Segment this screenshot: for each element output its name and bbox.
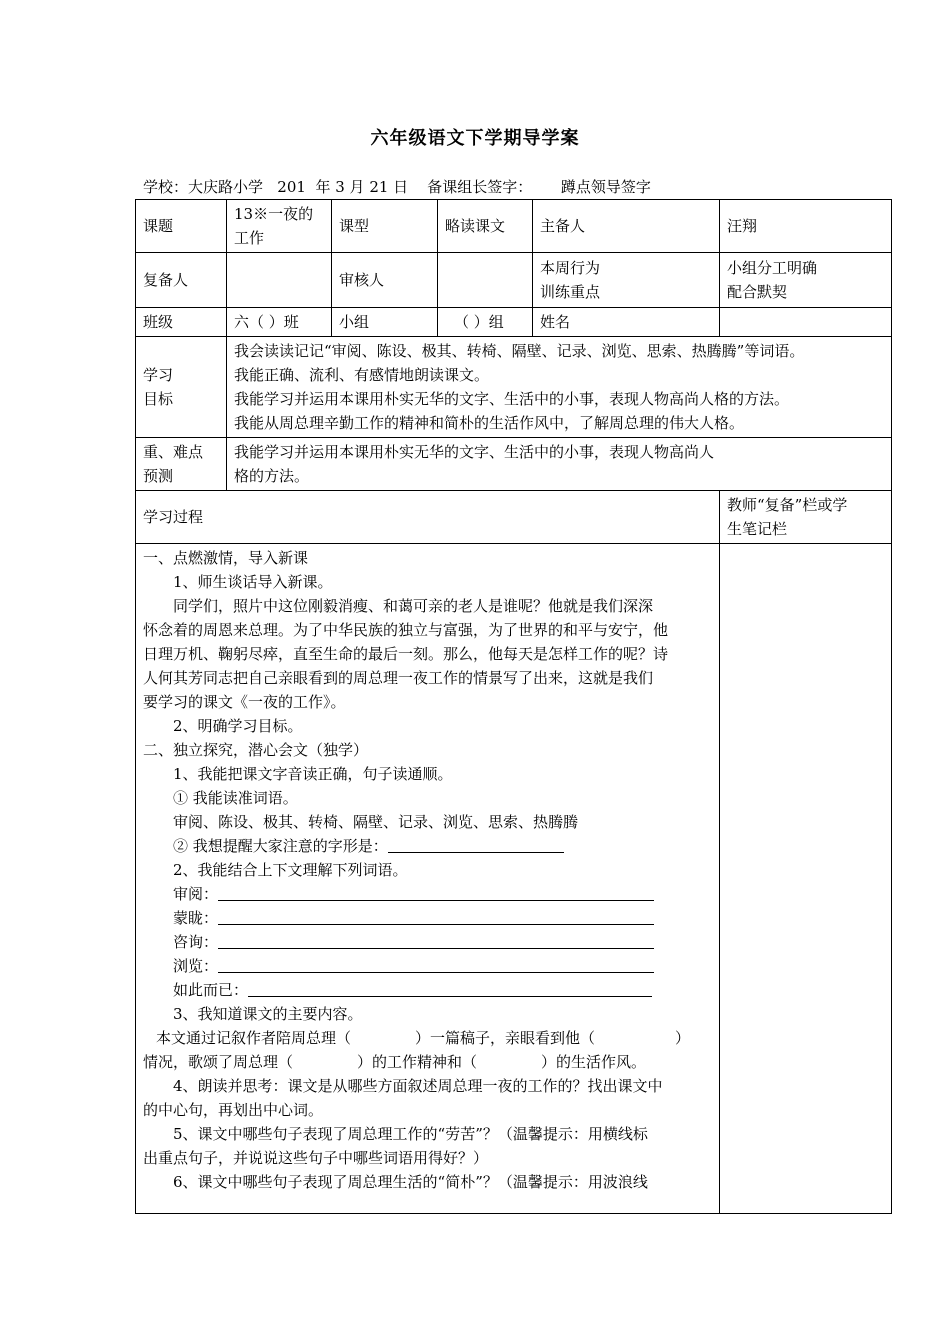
goal-item: 我会读读记记“审阅、陈设、极其、转椅、隔壁、记录、浏览、思索、热腾腾”等词语。 xyxy=(234,342,805,360)
key-points-content xyxy=(227,438,892,491)
goals-label-line: 目标 xyxy=(143,390,174,408)
paragraph-line: 日理万机、鞠躬尽瘁，直至生命的最后一刻。那么，他每天是怎样工作的呢？诗 xyxy=(143,645,669,663)
goals-label-line: 学习 xyxy=(143,366,174,384)
summary-text: ）的工作精神和（ xyxy=(357,1053,478,1071)
goal-item: 我能学习并运用本课用朴实无华的文字、生活中的小事，表现人物高尚人格的方法。 xyxy=(234,390,790,408)
focus-value-line: 配合默契 xyxy=(727,283,788,301)
notes-label-line: 生笔记栏 xyxy=(727,520,788,538)
step-item: 3、我知道课文的主要内容。 xyxy=(173,1005,363,1023)
answer-blank[interactable] xyxy=(388,838,564,853)
vocab-word: 浏览： xyxy=(173,957,219,975)
auditor-value xyxy=(438,253,533,308)
question-line: 的中心句，再划出中心词。 xyxy=(143,1101,324,1119)
preparer-value: 汪翔 xyxy=(720,200,892,253)
question-line: 4、朗读并思考：课文是从哪些方面叙述周总理一夜的工作的？找出课文中 xyxy=(173,1077,663,1095)
question-line: 5、课文中哪些句子表现了周总理工作的“劳苦”？（温馨提示：用横线标 xyxy=(173,1125,648,1143)
type-value: 略读课文 xyxy=(438,200,533,253)
notes-column[interactable] xyxy=(720,544,892,1214)
vocab-row xyxy=(143,930,712,954)
goals-label xyxy=(136,337,227,438)
school-info-line: 学校：大庆路小学 201 年 3 月 21 日 备课组长签字： 蹲点领导签字 xyxy=(143,178,651,196)
sub-step-text: ② 我想提醒大家注意的字形是： xyxy=(173,837,388,855)
topic-value: 13※一夜的工作 xyxy=(227,200,332,253)
table-row xyxy=(136,253,892,308)
paragraph-line: 怀念着的周恩来总理。为了中华民族的独立与富强，为了世界的和平与安宁，他 xyxy=(143,621,669,639)
vocab-word: 如此而已： xyxy=(173,981,249,999)
notes-label xyxy=(720,491,892,544)
section-heading: 二、独立探究，潜心会文（独学） xyxy=(143,741,369,759)
question-line: 出重点句子，并说说这些句子中哪些词语用得好？） xyxy=(143,1149,489,1167)
word-list: 审阅、陈设、极其、转椅、隔壁、记录、浏览、思索、热腾腾 xyxy=(173,813,579,831)
section-heading: 一、点燃激情，导入新课 xyxy=(143,549,309,567)
vocab-word: 审阅： xyxy=(173,885,219,903)
topic-label: 课题 xyxy=(136,200,227,253)
answer-blank[interactable] xyxy=(218,958,654,973)
lesson-plan-table xyxy=(135,199,892,1214)
table-row xyxy=(136,544,892,1214)
sub-step-item xyxy=(143,834,712,858)
reviewer-value xyxy=(227,253,332,308)
focus-value xyxy=(720,253,892,308)
process-content xyxy=(136,544,720,1214)
focus-label-line: 本周行为 xyxy=(540,259,601,277)
vocab-row xyxy=(143,882,712,906)
step-item: 1、我能把课文字音读正确，句子读通顺。 xyxy=(173,765,453,783)
key-points-line: 我能学习并运用本课用朴实无华的文字、生活中的小事，表现人物高尚人 xyxy=(234,443,715,461)
reviewer-label: 复备人 xyxy=(136,253,227,308)
step-item: 2、明确学习目标。 xyxy=(173,717,303,735)
key-points-label xyxy=(136,438,227,491)
summary-text: ）的生活作风。 xyxy=(541,1053,647,1071)
key-points-label-line: 重、难点 xyxy=(143,443,204,461)
table-row xyxy=(136,337,892,438)
page-title: 六年级语文下学期导学案 xyxy=(370,128,580,149)
process-label: 学习过程 xyxy=(136,491,720,544)
answer-blank[interactable] xyxy=(218,886,654,901)
step-item: 1、师生谈话导入新课。 xyxy=(173,573,333,591)
summary-text: ）一篇稿子，亲眼看到他（ xyxy=(415,1029,596,1047)
answer-blank[interactable] xyxy=(248,982,652,997)
summary-text: ） xyxy=(675,1029,691,1047)
goal-item: 我能正确、流利、有感情地朗读课文。 xyxy=(234,366,490,384)
summary-line xyxy=(143,1026,712,1050)
summary-text: 情况，歌颂了周总理（ xyxy=(143,1053,294,1071)
vocab-row xyxy=(143,978,712,1002)
summary-line xyxy=(143,1050,712,1074)
goal-item: 我能从周总理辛勤工作的精神和简朴的生活作风中，了解周总理的伟大人格。 xyxy=(234,414,745,432)
focus-label xyxy=(533,253,720,308)
name-label: 姓名 xyxy=(533,308,720,337)
key-points-label-line: 预测 xyxy=(143,467,174,485)
vocab-word: 蒙眬： xyxy=(173,909,219,927)
focus-value-line: 小组分工明确 xyxy=(727,259,818,277)
notes-label-line: 教师“复备”栏或学 xyxy=(727,496,848,514)
answer-blank[interactable] xyxy=(218,934,654,949)
auditor-label: 审核人 xyxy=(332,253,438,308)
table-row xyxy=(136,308,892,337)
question-line: 6、课文中哪些句子表现了周总理生活的“简朴”？（温馨提示：用波浪线 xyxy=(173,1173,648,1191)
step-item: 2、我能结合上下文理解下列词语。 xyxy=(173,861,408,879)
class-label: 班级 xyxy=(136,308,227,337)
group-value: （ ）组 xyxy=(438,308,533,337)
paragraph-line: 要学习的课文《一夜的工作》。 xyxy=(143,693,346,711)
table-row xyxy=(136,200,892,253)
type-label: 课型 xyxy=(332,200,438,253)
preparer-label: 主备人 xyxy=(533,200,720,253)
table-row xyxy=(136,438,892,491)
vocab-row xyxy=(143,954,712,978)
key-points-line: 格的方法。 xyxy=(234,467,310,485)
answer-blank[interactable] xyxy=(218,910,654,925)
class-value: 六（ ）班 xyxy=(227,308,332,337)
name-value xyxy=(720,308,892,337)
table-row xyxy=(136,491,892,544)
sub-step-item: ① 我能读准词语。 xyxy=(173,789,298,807)
focus-label-line: 训练重点 xyxy=(540,283,601,301)
summary-text: 本文通过记叙作者陪周总理（ xyxy=(156,1029,352,1047)
paragraph-line: 人何其芳同志把自己亲眼看到的周总理一夜工作的情景写了出来，这就是我们 xyxy=(143,669,654,687)
vocab-row xyxy=(143,906,712,930)
vocab-word: 咨询： xyxy=(173,933,219,951)
paragraph-line: 同学们，照片中这位刚毅消瘦、和蔼可亲的老人是谁呢？他就是我们深深 xyxy=(173,597,654,615)
goals-content xyxy=(227,337,892,438)
group-label: 小组 xyxy=(332,308,438,337)
